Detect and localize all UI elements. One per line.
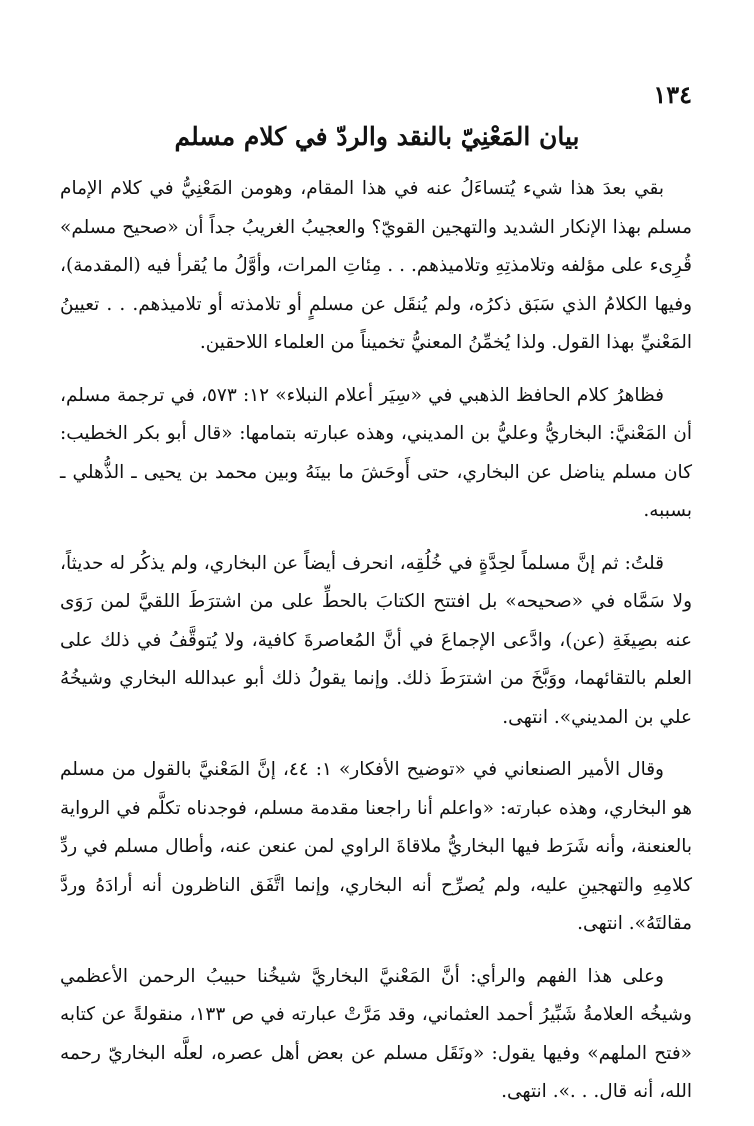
paragraph: وعلى هذا الفهم والرأي: أنَّ المَعْنيَّ البخاريَّ شيخُنا حبيبُ الرحمن الأعظمي وشيخُه العلامةُ شَبِّيرُ أحمد العثماني، وقد مَرَّتْ عبارته في ص ١٣٣، منقولةً عن كتابه «فتح الملهم» وفيها يقول: «ونَقَل مسلم عن بعض أهل عصره، لعلَّه البخاريّ رحمه الله، أنه قال. . .». انتهى. [60, 965, 692, 1102]
paragraph: قلتُ: ثم إنَّ مسلماً لحِدَّةٍ في خُلُقِه، انحرف أيضاً عن البخاري، ولم يذكُر له حديثاً، ولا سَمَّاه في «صحيحه» بل افتتح الكتابَ بالحطِّ على من اشترَطَ اللقيَّ لمن رَوَى عنه بصِيغَةِ (عن)، وادَّعى الإجماعَ في أنَّ المُعاصرةَ كافية، ولا يُتوقَّفُ في ذلك على العلم بالتقائهما، ووَبَّخَ من اشترَطَ ذلك. وإنما يقولُ ذلك أبو عبدالله البخاري وشيخُهُ علي بن المديني». انتهى. [60, 552, 692, 728]
body-text [60, 170, 692, 1126]
paragraph: فظاهرُ كلام الحافظ الذهبي في «سِيَر أعلام النبلاء» ١٢: ٥٧٣، في ترجمة مسلم، أن المَعْنيَّ: البخاريُّ وعليُّ بن المديني، وهذه عبارته بتمامها: «قال أبو بكر الخطيب: كان مسلم يناضل عن البخاري، حتى أَوحَشَ ما بينَهُ وبين محمد بن يحيى ـ الذُّهلي ـ بسببه. [60, 384, 692, 521]
page-number: ١٣٤ [653, 80, 692, 109]
page-title: بيان المَعْنِيّ بالنقد والردّ في كلام مسلم [174, 122, 580, 151]
paragraph: بقي بعدَ هذا شيء يُتساءَلُ عنه في هذا المقام، وهومن المَعْنِيُّ في كلام الإمام مسلم بهذا الإنكار الشديد والتهجين القويّ؟ والعجيبُ الغريبُ جداً أن «صحيح مسلم» قُرِىء على مؤلفه وتلامذتِهِ وتلاميذهم. . . مِئاتِ المرات، وأوَّلُ ما يُقرأ فيه (المقدمة)، وفيها الكلامُ الذي سَبَق ذكرُه، ولم يُنقَل عن مسلمٍ أو تلامذته أو تلاميذهم. . . تعيينُ المَعْنيِّ بهذا القول. ولذا يُخمِّنُ المعنيُّ تخميناً من العلماء اللاحقين. [60, 178, 692, 353]
paragraph: وقال الأمير الصنعاني في «توضيح الأفكار» ١: ٤٤، إنَّ المَعْنيَّ بالقول من مسلم هو البخاري، وهذه عبارته: «واعلم أنا راجعنا مقدمة مسلم، فوجدناه تكلَّم في الرواية بالعنعنة، وأنه شَرَط فيها البخاريُّ ملاقاةَ الراوي لمن عنعن عنه، وأطال مسلم في ردِّ كلامِهِ والتهجينِ عليه، ولم يُصرِّح أنه البخاري، وإنما اتَّفَق الناظرون أنه أرادَهُ وردَّ مقالتَهُ». انتهى. [60, 759, 692, 934]
